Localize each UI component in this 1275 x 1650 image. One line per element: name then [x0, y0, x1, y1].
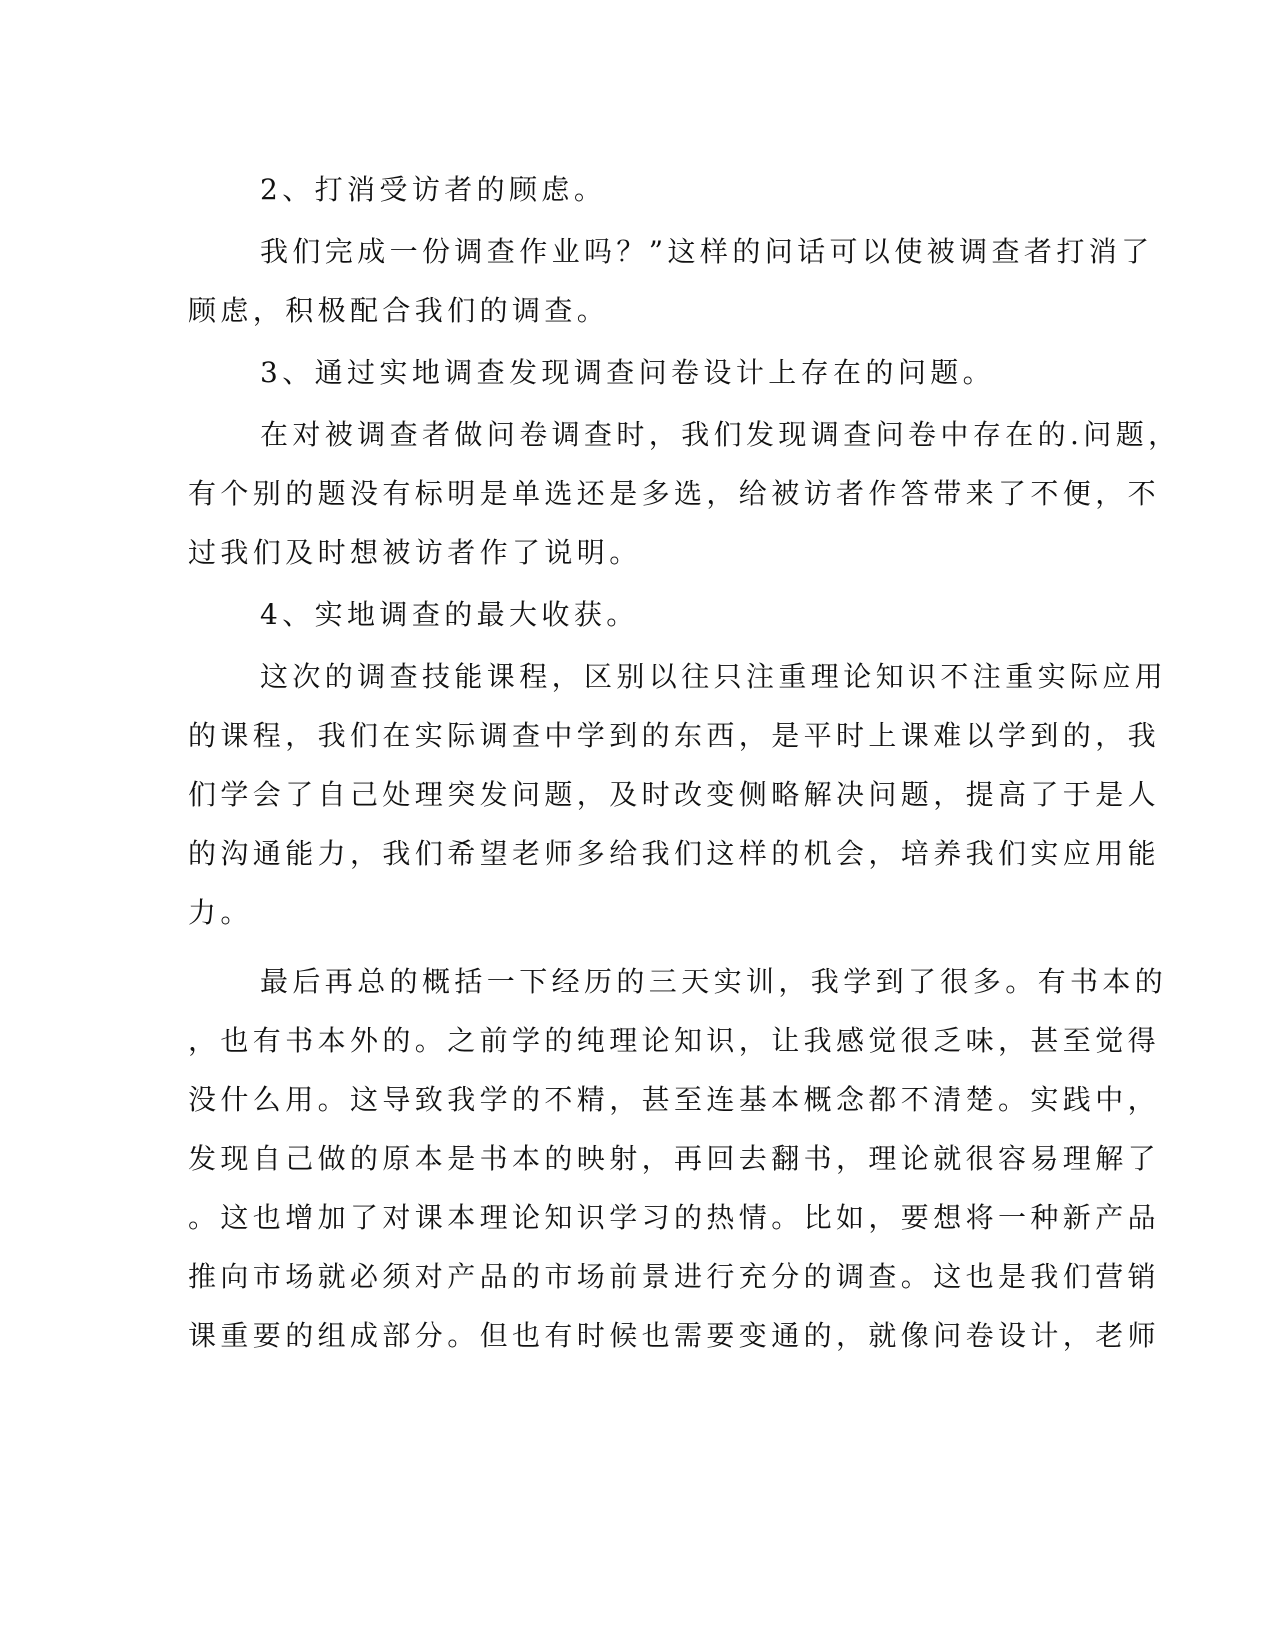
heading-3: 3、通过实地调查发现调查问卷设计上存在的问题。 — [260, 356, 996, 389]
paragraph-line: 力。 — [188, 896, 253, 929]
paragraph-line: 在对被调查者做问卷调查时，我们发现调查问卷中存在的.问题， — [260, 418, 1181, 451]
paragraph-line: ，也有书本外的。之前学的纯理论知识，让我感觉很乏味，甚至觉得 — [188, 1024, 1161, 1057]
paragraph-line: 这次的调查技能课程，区别以往只注重理论知识不注重实际应用 — [260, 660, 1168, 693]
paragraph-line: 有个别的题没有标明是单选还是多选，给被访者作答带来了不便，不 — [188, 477, 1161, 510]
document-body — [188, 160, 1181, 1365]
paragraph-line: 们学会了自己处理突发问题，及时改变侧略解决问题，提高了于是人 — [188, 778, 1161, 811]
paragraph-line: 课重要的组成部分。但也有时候也需要变通的，就像问卷设计，老师 — [188, 1319, 1161, 1352]
paragraph-line: 推向市场就必须对产品的市场前景进行充分的调查。这也是我们营销 — [188, 1260, 1161, 1293]
paragraph-line: 的课程，我们在实际调查中学到的东西，是平时上课难以学到的，我 — [188, 719, 1161, 752]
paragraph-line: 我们完成一份调查作业吗？”这样的问话可以使被调查者打消了 — [260, 235, 1154, 268]
heading-2: 2、打消受访者的顾虑。 — [260, 173, 607, 206]
paragraph-line: 发现自己做的原本是书本的映射，再回去翻书，理论就很容易理解了 — [188, 1142, 1161, 1175]
paragraph-line: 顾虑，积极配合我们的调查。 — [188, 294, 610, 327]
paragraph-line: 过我们及时想被访者作了说明。 — [188, 536, 642, 569]
paragraph-line: 最后再总的概括一下经历的三天实训，我学到了很多。有书本的 — [260, 965, 1168, 998]
paragraph-line: 的沟通能力，我们希望老师多给我们这样的机会，培养我们实应用能 — [188, 837, 1161, 870]
paragraph-line: 。这也增加了对课本理论知识学习的热情。比如，要想将一种新产品 — [188, 1201, 1161, 1234]
heading-4: 4、实地调查的最大收获。 — [260, 598, 639, 631]
paragraph-line: 没什么用。这导致我学的不精，甚至连基本概念都不清楚。实践中， — [188, 1083, 1161, 1116]
